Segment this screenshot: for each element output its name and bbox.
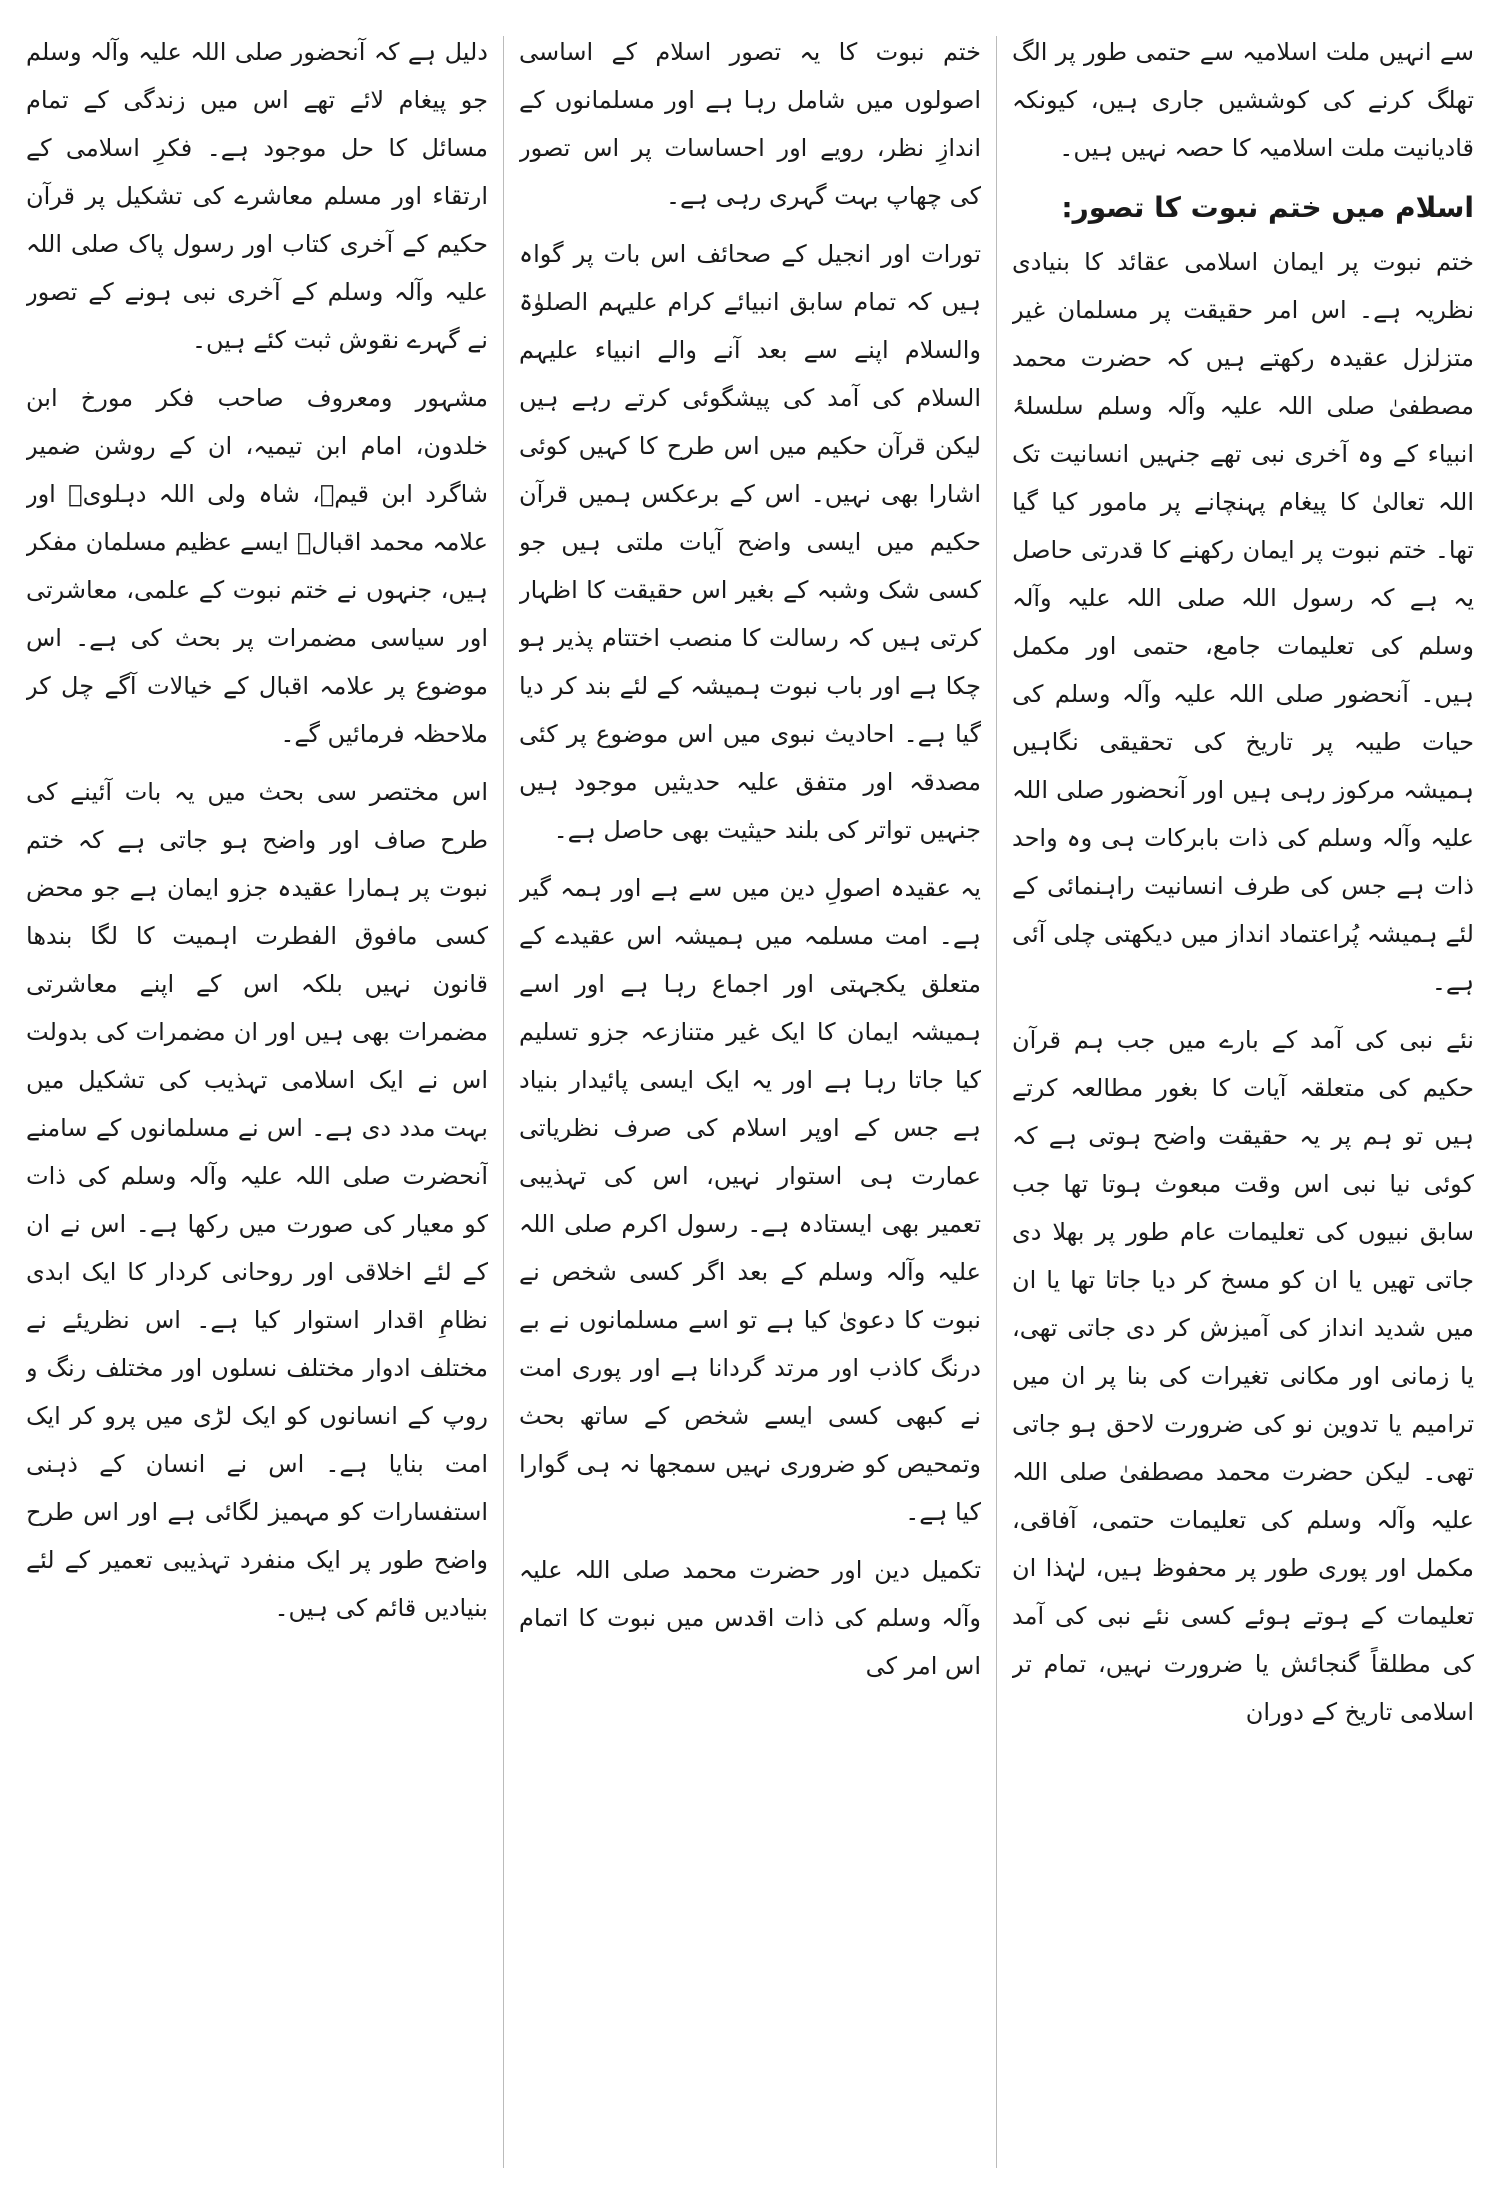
article-paragraph: سے انہیں ملت اسلامیہ سے حتمی طور پر الگ تھلگ کرنے کی کوششیں جاری ہیں، کیونکہ قادیانیت ملت اسلامیہ کا حصہ نہیں ہیں۔ [1012,38,1474,162]
column-divider [503,36,504,2168]
article-paragraph: نئے نبی کی آمد کے بارے میں جب ہم قرآن حکیم کی متعلقہ آیات کا بغور مطالعہ کرتے ہیں تو ہم پر یہ حقیقت واضح ہوتی ہے کہ کوئی نیا نبی اس وقت مبعوث ہوتا تھا جب سابق نبیوں کی تعلیمات عام طور پر بھلا دی جاتی تھیں یا ان کو مسخ کر دیا جاتا تھا یا ان میں شدید انداز کی آمیزش کر دی جاتی تھی، یا زمانی اور مکانی تغیرات کی بنا پر ان میں ترامیم یا تدوین نو کی ضرورت لاحق ہو جاتی تھی۔ لیکن حضرت محمد مصطفیٰ صلی اللہ علیہ وآلہ وسلم کی تعلیمات حتمی، آفاقی، مکمل اور پوری طور پر محفوظ ہیں، لہٰذا ان تعلیمات کے ہوتے ہوئے کسی نئے نبی کی آمد کی مطلقاً گنجائش یا ضرورت نہیں، تمام تر اسلامی تاریخ کے دوران [1012,1026,1474,1726]
article-paragraph: دلیل ہے کہ آنحضور صلی اللہ علیہ وآلہ وسلم جو پیغام لائے تھے اس میں زندگی کے تمام مسائل کا حل موجود ہے۔ فکرِ اسلامی کے ارتقاء اور مسلم معاشرے کی تشکیل پر قرآن حکیم کے آخری کتاب اور رسول پاک صلی اللہ علیہ وآلہ وسلم کے آخری نبی ہونے کے تصور نے گہرے نقوش ثبت کئے ہیں۔ [26,38,488,354]
section-heading: اسلام میں ختم نبوت کا تصور: [1061,191,1474,224]
column-right [1012,28,1474,2176]
column-left [26,28,488,2176]
article-paragraph: اس مختصر سی بحث میں یہ بات آئینے کی طرح صاف اور واضح ہو جاتی ہے کہ ختم نبوت پر ہمارا عقیدہ جزو ایمان ہے جو محض کسی مافوق الفطرت اہمیت کا لگا بندھا قانون نہیں بلکہ اس کے اپنے معاشرتی مضمرات بھی ہیں اور ان مضمرات کی بدولت اس نے ایک اسلامی تہذیب کی تشکیل میں بہت مدد دی ہے۔ اس نے مسلمانوں کے سامنے آنحضرت صلی اللہ علیہ وآلہ وسلم کی ذات کو معیار کی صورت میں رکھا ہے۔ اس نے ان کے لئے اخلاقی اور روحانی کردار کا ایک ابدی نظامِ اقدار استوار کیا ہے۔ اس نظریئے نے مختلف ادوار مختلف نسلوں اور مختلف رنگ و روپ کے انسانوں کو ایک لڑی میں پرو کر ایک امت بنایا ہے۔ اس نے انسان کے ذہنی استفسارات کو مہمیز لگائی ہے اور اس طرح واضح طور پر ایک منفرد تہذیبی تعمیر کے لئے بنیادیں قائم کی ہیں۔ [26,778,488,1622]
column-divider [996,36,997,2168]
article-paragraph: ختم نبوت پر ایمان اسلامی عقائد کا بنیادی نظریہ ہے۔ اس امر حقیقت پر مسلمان غیر متزلزل عقیدہ رکھتے ہیں کہ حضرت محمد مصطفیٰ صلی اللہ علیہ وآلہ وسلم سلسلۂ انبیاء کے وہ آخری نبی تھے جنہیں انسانیت تک اللہ تعالیٰ کا پیغام پہنچانے پر مامور کیا گیا تھا۔ ختم نبوت پر ایمان رکھنے کا قدرتی حاصل یہ ہے کہ رسول اللہ صلی اللہ علیہ وآلہ وسلم کی تعلیمات جامع، حتمی اور مکمل ہیں۔ آنحضور صلی اللہ علیہ وآلہ وسلم کی حیات طیبہ پر تاریخ کی تحقیقی نگاہیں ہمیشہ مرکوز رہی ہیں اور آنحضور صلی اللہ علیہ وآلہ وسلم کی ذات بابرکات ہی وہ واحد ذات ہے جس کی طرف انسانیت راہنمائی کے لئے ہمیشہ پُراعتماد انداز میں دیکھتی چلی آئی ہے۔ [1012,248,1474,996]
article-paragraph: مشہور ومعروف صاحب فکر مورخ ابن خلدون، امام ابن تیمیہ، ان کے روشن ضمیر شاگرد ابن قیمؒ، شاہ ولی اللہ دہلویؒ اور علامہ محمد اقبالؒ ایسے عظیم مسلمان مفکر ہیں، جنہوں نے ختم نبوت کے علمی، معاشرتی اور سیاسی مضمرات پر بحث کی ہے۔ اس موضوع پر علامہ اقبال کے خیالات آگے چل کر ملاحظہ فرمائیں گے۔ [26,384,488,748]
article-paragraph: تکمیل دین اور حضرت محمد صلی اللہ علیہ وآلہ وسلم کی ذات اقدس میں نبوت کا اتمام اس امر کی [519,1556,981,1680]
article-paragraph: یہ عقیدہ اصولِ دین میں سے ہے اور ہمہ گیر ہے۔ امت مسلمہ میں ہمیشہ اس عقیدے کے متعلق یکجہتی اور اجماع رہا ہے اور اسے ہمیشہ ایمان کا ایک غیر متنازعہ جزو تسلیم کیا جاتا رہا ہے اور یہ ایک ایسی پائیدار بنیاد ہے جس کے اوپر اسلام کی صرف نظریاتی عمارت ہی استوار نہیں، اس کی تہذیبی تعمیر بھی ایستادہ ہے۔ رسول اکرم صلی اللہ علیہ وآلہ وسلم کے بعد اگر کسی شخص نے نبوت کا دعویٰ کیا ہے تو اسے مسلمانوں نے بے درنگ کاذب اور مرتد گردانا ہے اور پوری امت نے کبھی کسی ایسے شخص کے ساتھ بحث وتمحیص کو ضروری نہیں سمجھا نہ ہی گوارا کیا ہے۔ [519,874,981,1526]
article-columns [26,28,1474,2176]
article-paragraph: تورات اور انجیل کے صحائف اس بات پر گواہ ہیں کہ تمام سابق انبیائے کرام علیہم الصلوٰۃ والسلام اپنے سے بعد آنے والے انبیاء علیہم السلام کی آمد کی پیشگوئی کرتے رہے ہیں لیکن قرآن حکیم میں اس طرح کا کہیں کوئی اشارا بھی نہیں۔ اس کے برعکس ہمیں قرآن حکیم میں ایسی واضح آیات ملتی ہیں جو کسی شک وشبہ کے بغیر اس حقیقت کا اظہار کرتی ہیں کہ رسالت کا منصب اختتام پذیر ہو چکا ہے اور باب نبوت ہمیشہ کے لئے بند کر دیا گیا ہے۔ احادیث نبوی میں اس موضوع پر کئی مصدقہ اور متفق علیہ حدیثیں موجود ہیں جنہیں تواتر کی بلند حیثیت بھی حاصل ہے۔ [519,240,981,844]
article-paragraph: ختم نبوت کا یہ تصور اسلام کے اساسی اصولوں میں شامل رہا ہے اور مسلمانوں کے اندازِ نظر، رویے اور احساسات پر اس تصور کی چھاپ بہت گہری رہی ہے۔ [519,38,981,210]
column-middle [519,28,981,2176]
